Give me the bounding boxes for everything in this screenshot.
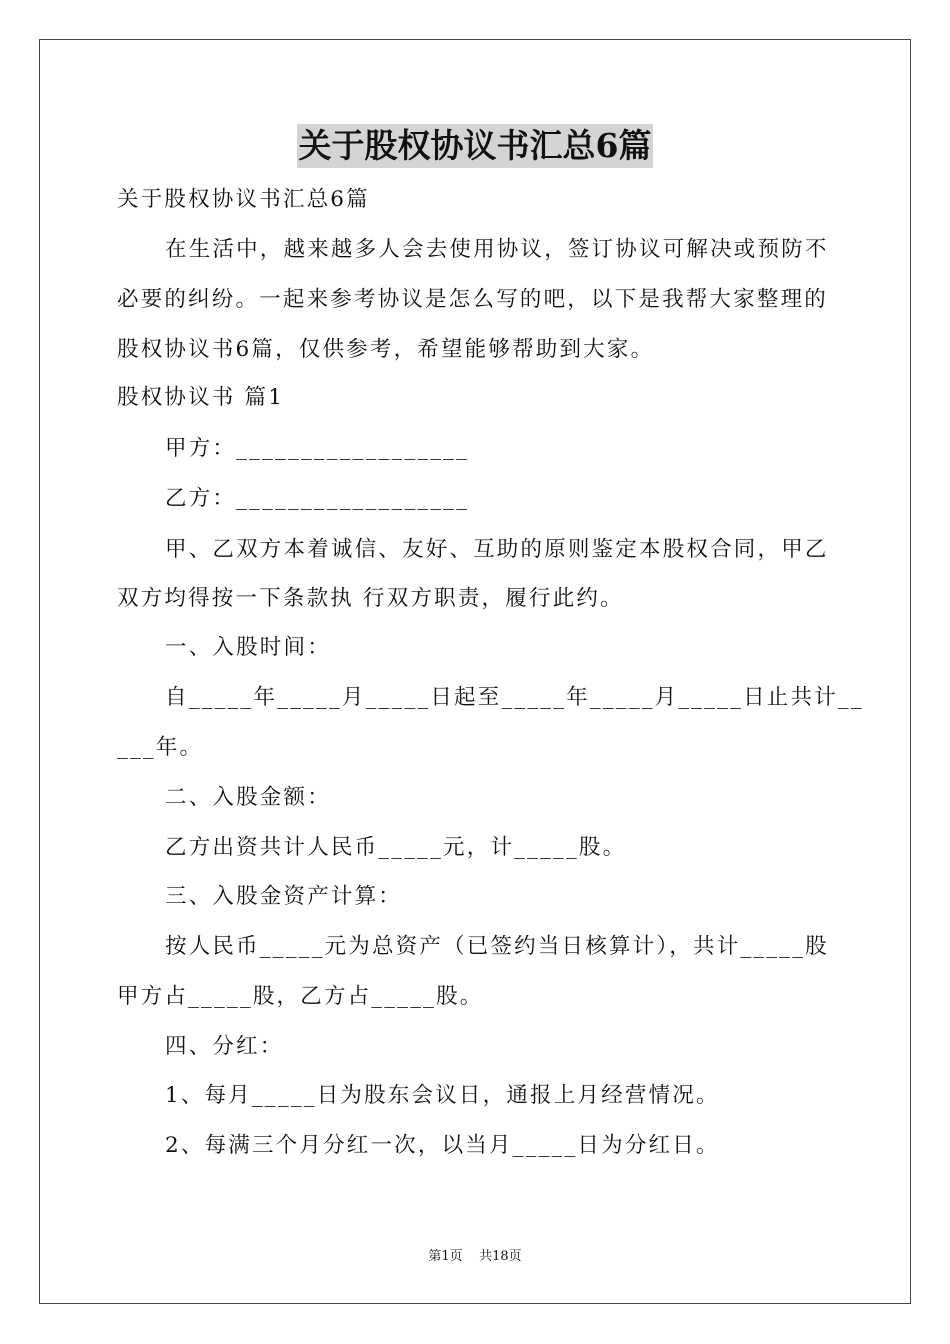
page-border (39, 39, 911, 1304)
intro-line-3: 股权协议书6篇，仅供参考，希望能够帮助到大家。 (117, 337, 655, 362)
body-line: ___年。 (117, 735, 204, 760)
body-line: 甲方占_____股，乙方占_____股。 (117, 984, 484, 1009)
body-line: 1、每月_____日为股东会议日，通报上月经营情况。 (165, 1083, 720, 1108)
intro-line-2: 必要的纠纷。一起来参考协议是怎么写的吧，以下是我帮大家整理的 (117, 287, 829, 312)
page-number: 第1页 (428, 1249, 463, 1264)
intro-line-1: 在生活中，越来越多人会去使用协议，签订协议可解决或预防不 (165, 237, 829, 262)
document-title: 关于股权协议书汇总6篇 (297, 124, 654, 168)
clause-heading-2: 二、入股金额： (165, 785, 331, 810)
clause-heading-4: 四、分红： (165, 1034, 284, 1059)
body-line: 双方均得按一下条款执 行双方职责，履行此约。 (117, 586, 624, 611)
party-a-line: 甲方：__________________ (165, 436, 470, 461)
page-total: 共18页 (479, 1249, 522, 1264)
page-footer (0, 1248, 950, 1266)
body-line: 乙方出资共计人民币_____元，计_____股。 (165, 835, 627, 860)
body-line: 自_____年_____月_____日起至_____年_____月_____日止共计__ (165, 685, 864, 710)
title-container (0, 124, 950, 168)
party-b-line: 乙方：__________________ (165, 486, 470, 511)
subtitle-line: 关于股权协议书汇总6篇 (117, 187, 370, 212)
body-line: 甲、乙双方本着诚信、友好、互助的原则鉴定本股权合同，甲乙 (165, 537, 829, 562)
body-line: 按人民币_____元为总资产（已签约当日核算计），共计_____股 (165, 934, 829, 959)
clause-heading-3: 三、入股金资产计算： (165, 884, 403, 909)
section-heading: 股权协议书 篇1 (117, 385, 285, 410)
clause-heading-1: 一、入股时间： (165, 635, 331, 660)
body-line: 2、每满三个月分红一次，以当月_____日为分红日。 (165, 1133, 720, 1158)
